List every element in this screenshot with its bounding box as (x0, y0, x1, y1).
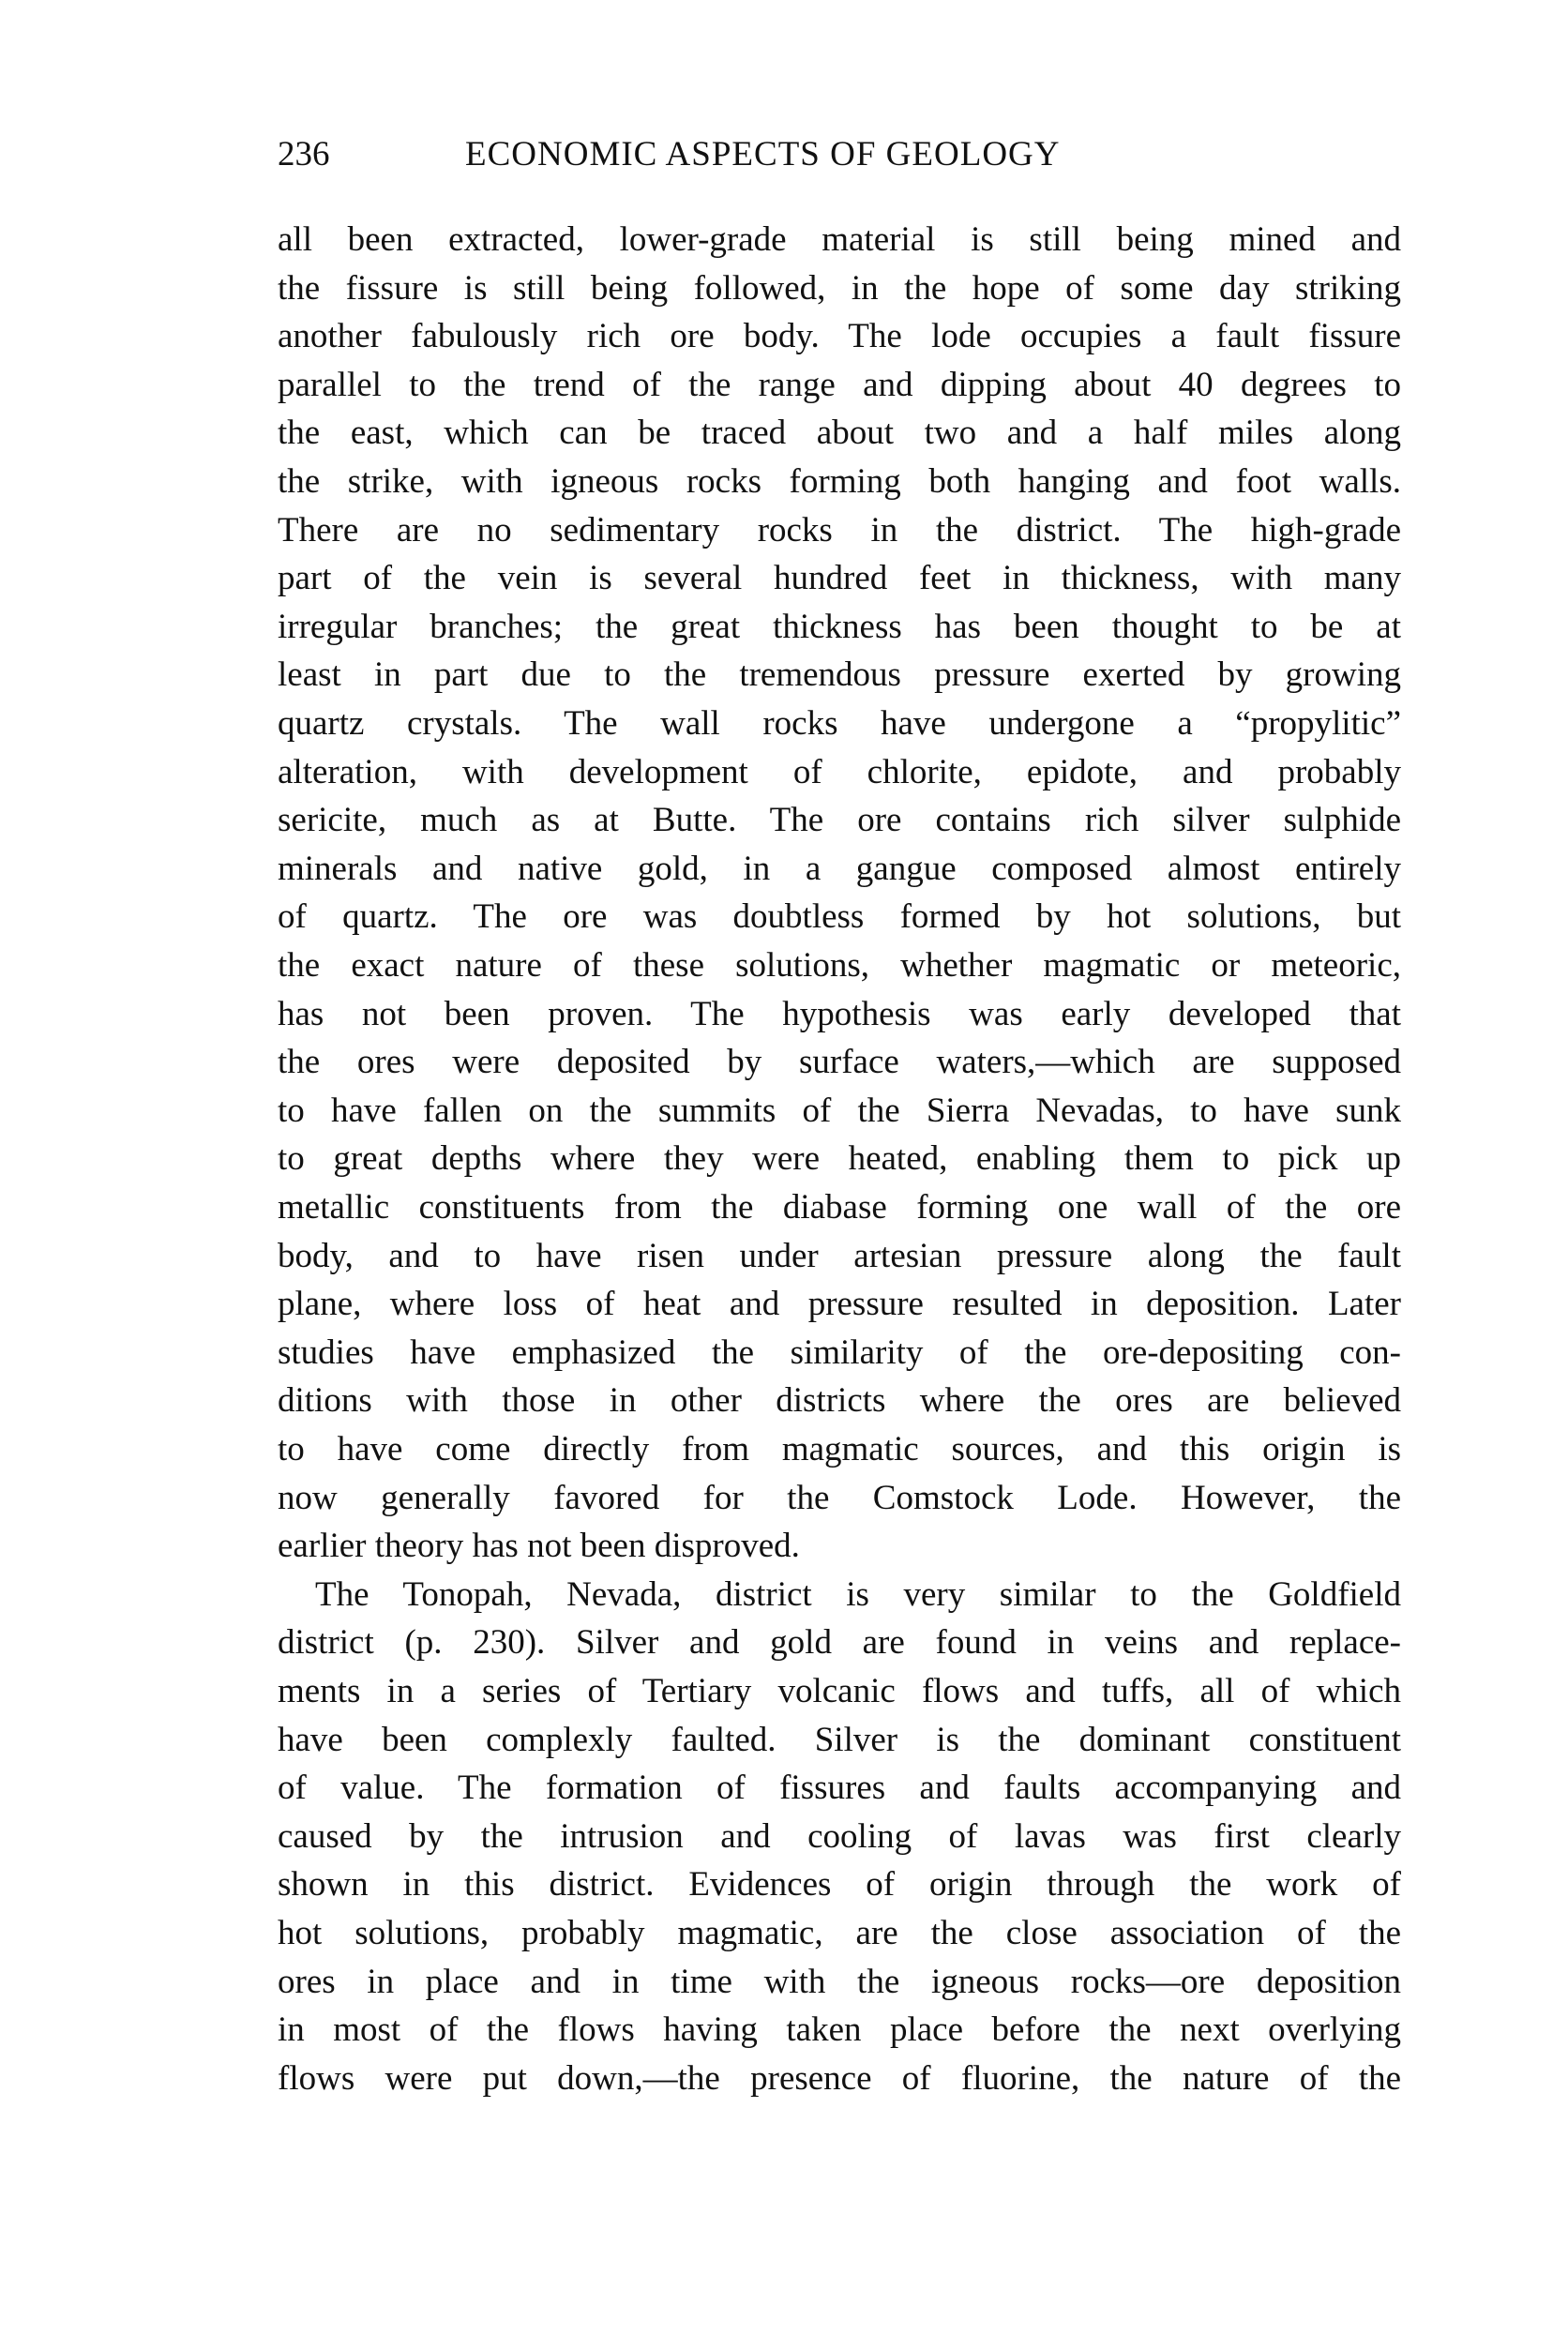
text-line: of quartz. The ore was doubtless formed by hot solutions, but (278, 897, 1401, 937)
text-line: ores in place and in time with the igneous rocks—ore deposition (278, 1962, 1401, 2001)
text-line: part of the vein is several hundred feet in thickness, with many (278, 559, 1401, 598)
text-line: to have fallen on the summits of the Sierra Nevadas, to have sunk (278, 1091, 1401, 1130)
text-line: least in part due to the tremendous pressure exerted by growing (278, 655, 1401, 695)
text-line: quartz crystals. The wall rocks have undergone a “propylitic” (278, 704, 1401, 743)
page-number: 236 (278, 135, 330, 173)
text-line: the fissure is still being followed, in the hope of some day striking (278, 268, 1401, 308)
text-line: of value. The formation of fissures and faults accompanying and (278, 1769, 1401, 1808)
text-line: the east, which can be traced about two and a half miles along (278, 414, 1401, 453)
text-line: minerals and native gold, in a gangue composed almost entirely (278, 849, 1401, 888)
text-line: parallel to the trend of the range and dipping about 40 degrees to (278, 365, 1401, 404)
text-line: caused by the intrusion and cooling of lavas was first clearly (278, 1816, 1401, 1856)
text-line: the exact nature of these solutions, whether magmatic or meteoric, (278, 946, 1401, 985)
text-line: earlier theory has not been disproved. (278, 1527, 800, 1566)
text-line: body, and to have risen under artesian pressure along the fault (278, 1236, 1401, 1275)
text-line: ditions with those in other districts where the ores are believed (278, 1381, 1401, 1421)
text-line: another fabulously rich ore body. The lode occupies a fault fissure (278, 317, 1401, 356)
text-line: alteration, with development of chlorite, epidote, and probably (278, 752, 1401, 791)
text-line: flows were put down,—the presence of fluorine, the nature of the (278, 2058, 1401, 2098)
text-line: sericite, much as at Butte. The ore contains rich silver sulphide (278, 801, 1401, 840)
text-line: has not been proven. The hypothesis was early developed that (278, 994, 1401, 1033)
text-line: in most of the flows having taken place before the next overlying (278, 2010, 1401, 2050)
text-line: The Tonopah, Nevada, district is very similar to the Goldfield (315, 1574, 1401, 1614)
text-line: plane, where loss of heat and pressure resulted in deposition. Later (278, 1285, 1401, 1324)
text-line: the ores were deposited by surface waters,—which are supposed (278, 1043, 1401, 1082)
text-line: There are no sedimentary rocks in the district. The high-grade (278, 510, 1401, 550)
running-head (278, 131, 1403, 178)
text-line: to great depths where they were heated, enabling them to pick up (278, 1139, 1401, 1179)
text-line: ments in a series of Tertiary volcanic flows and tuffs, all of which (278, 1672, 1401, 1710)
running-title: ECONOMIC ASPECTS OF GEOLOGY (465, 135, 1061, 173)
text-line: the strike, with igneous rocks forming both hanging and foot walls. (278, 462, 1401, 501)
text-line: district (p. 230). Silver and gold are found in veins and replace- (278, 1623, 1401, 1663)
text-line: hot solutions, probably magmatic, are the close association of the (278, 1914, 1401, 1952)
text-line: to have come directly from magmatic sources, and this origin is (278, 1430, 1401, 1468)
text-line: metallic constituents from the diabase forming one wall of the ore (278, 1188, 1401, 1227)
text-line: all been extracted, lower-grade material is still being mined and (278, 220, 1401, 259)
text-line: studies have emphasized the similarity of the ore-depositing con- (278, 1333, 1401, 1372)
text-line: irregular branches; the great thickness has been thought to be at (278, 607, 1401, 646)
text-line: now generally favored for the Comstock Lode. However, the (278, 1478, 1401, 1517)
text-line: have been complexly faulted. Silver is the dominant constituent (278, 1720, 1401, 1759)
text-line: shown in this district. Evidences of origin through the work of (278, 1865, 1401, 1905)
